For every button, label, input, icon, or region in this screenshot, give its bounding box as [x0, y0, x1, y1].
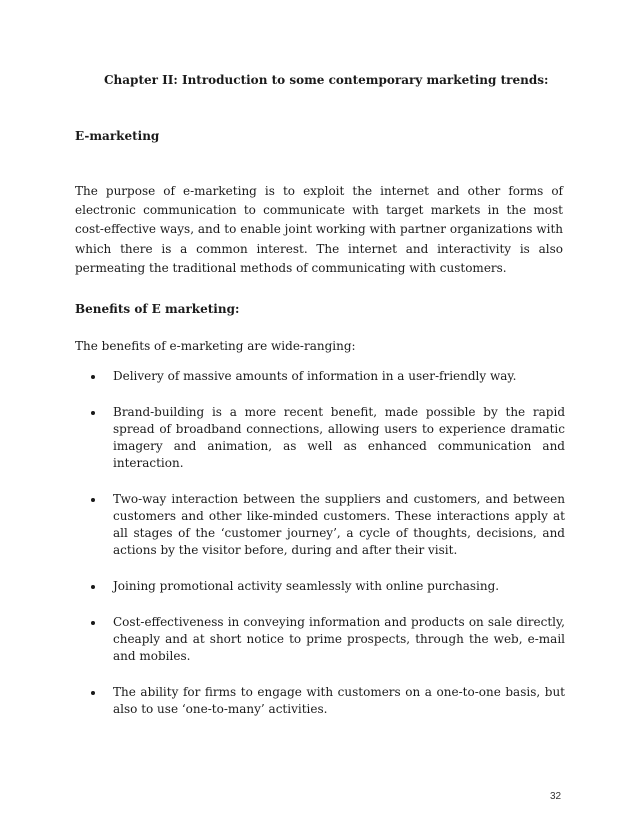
section-heading-emarketing: E-marketing — [75, 129, 160, 143]
list-item — [75, 578, 565, 595]
chapter-title: Chapter II: Introduction to some contemporary marketing trends: — [104, 73, 549, 87]
list-item — [75, 491, 565, 559]
bullet-icon — [91, 691, 95, 695]
bullet-icon — [91, 498, 95, 502]
bullet-icon — [91, 411, 95, 415]
list-item — [75, 614, 565, 665]
emarketing-paragraph: The purpose of e-marketing is to exploit the internet and other forms of electronic communication to communicate with target markets in the most cost-effective ways, and to enable joint working with partner organizations with which there is a common interest. The internet and interactivity is also permeating the traditional methods of communicating with customers. — [75, 184, 563, 275]
section-heading-benefits: Benefits of E marketing: — [75, 302, 240, 316]
list-item-text: Brand-building is a more recent benefit, made possible by the rapid spread of broadband connections, allowing users to experience dramatic imagery and animation, as well as enhanced communication and interaction. — [113, 405, 565, 470]
page-number: 32 — [550, 791, 562, 802]
list-item-text: Two-way interaction between the suppliers and customers, and between customers and other like-minded customers. These interactions apply at all stages of the ‘customer journey’, a cycle of thoughts, decisions, and actions by the visitor before, during and after their visit. — [113, 492, 565, 557]
bullet-icon — [91, 375, 95, 379]
list-item — [75, 684, 565, 718]
list-item — [75, 404, 565, 472]
list-item-text: Cost-effectiveness in conveying information and products on sale directly, cheaply and at short notice to prime prospects, through the web, e-mail and mobiles. — [113, 615, 565, 663]
list-item-text: The ability for firms to engage with customers on a one-to-one basis, but also to use ‘one-to-many’ activities. — [113, 685, 565, 716]
benefits-intro: The benefits of e-marketing are wide-ranging: — [75, 339, 356, 353]
list-item-text: Delivery of massive amounts of information in a user-friendly way. — [113, 369, 517, 383]
bullet-icon — [91, 621, 95, 625]
list-item-text: Joining promotional activity seamlessly with online purchasing. — [113, 579, 500, 593]
benefits-list — [75, 368, 565, 737]
list-item — [75, 368, 565, 385]
bullet-icon — [91, 585, 95, 589]
